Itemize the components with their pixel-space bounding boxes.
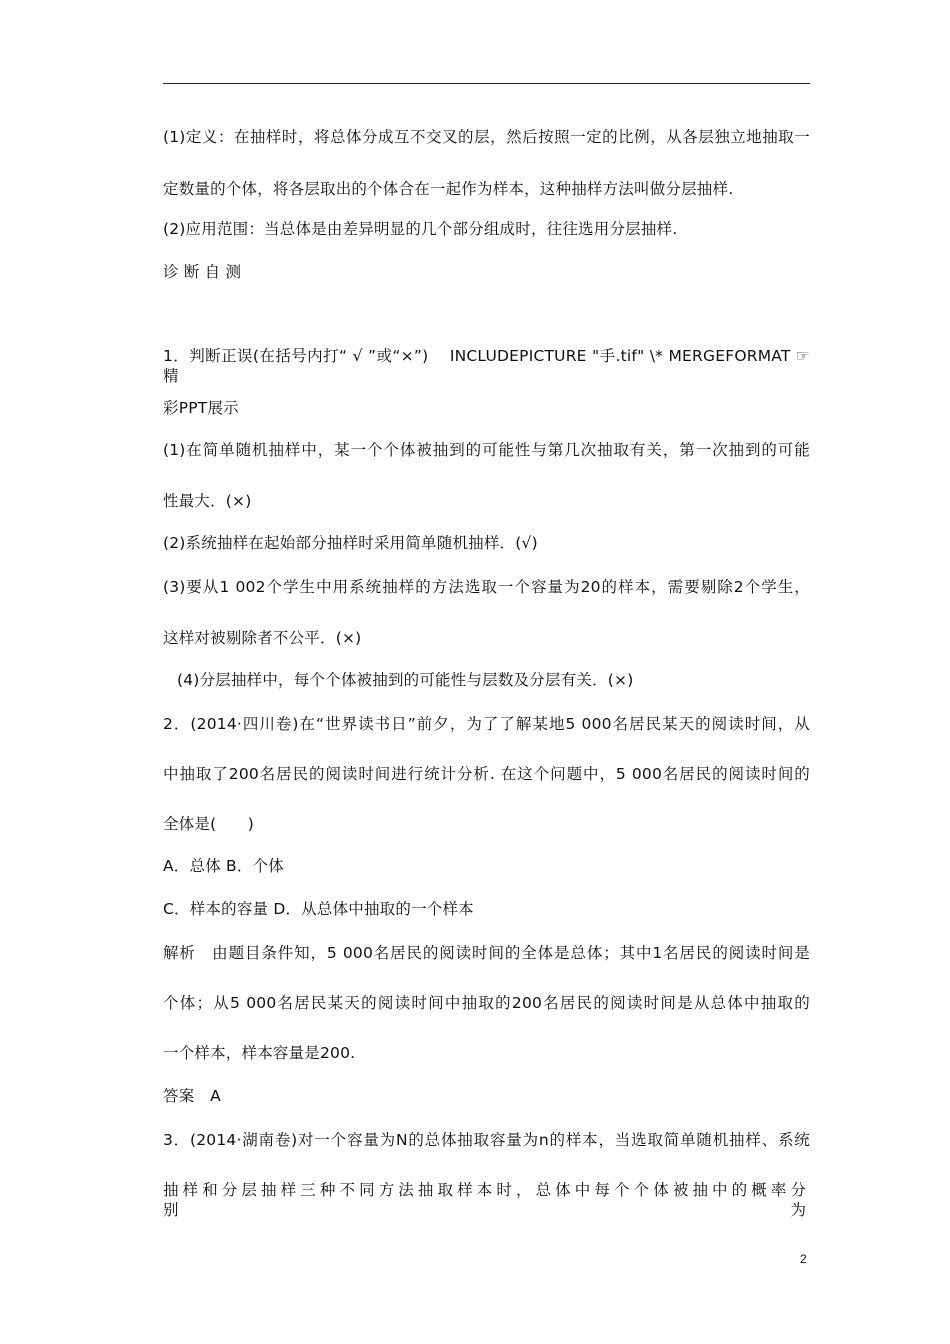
question-3-line-2: 抽样和分层抽样三种不同方法抽取样本时，总体中每个个体被抽中的概率分别为	[163, 1181, 810, 1219]
page-number: 2	[800, 1252, 807, 1266]
question-1-line-2: 彩PPT展示	[163, 399, 239, 417]
analysis-line-2: 个体；从5 000名居民某天的阅读时间中抽取的200名居民的阅读时间是从总体中抽取的	[163, 994, 810, 1012]
item-3-line-2: 这样对被剔除者不公平．(×)	[163, 629, 362, 647]
analysis-line-1: 解析 由题目条件知，5 000名居民的阅读时间的全体是总体；其中1名居民的阅读时间是	[163, 944, 810, 962]
item-3-line-1: (3)要从1 002个学生中用系统抽样的方法选取一个容量为20的样本，需要剔除2个学生，	[163, 578, 810, 596]
item-1-line-1: (1)在简单随机抽样中，某一个个体被抽到的可能性与第几次抽取有关，第一次抽到的可能	[163, 441, 810, 459]
header-rule	[163, 83, 810, 84]
question-2-line-2: 中抽取了200名居民的阅读时间进行统计分析. 在这个问题中，5 000名居民的阅读时间的	[163, 765, 810, 783]
question-2-line-3: 全体是( )	[163, 815, 254, 833]
item-1-line-2: 性最大．(×)	[163, 492, 252, 510]
section-heading: 诊 断 自 测	[163, 263, 242, 281]
item-2-line: (2)系统抽样在起始部分抽样时采用简单随机抽样．(√)	[163, 534, 538, 552]
question-2-line-1: 2．(2014·四川卷)在“世界读书日”前夕，为了了解某地5 000名居民某天的阅读时间，从	[163, 715, 810, 733]
question-1-line-1: 1．判断正误(在括号内打“ √ ”或“×”) INCLUDEPICTURE "手.tif" \* MERGEFORMAT ☞精	[163, 347, 810, 385]
option-c-d: C．样本的容量 D．从总体中抽取的一个样本	[163, 900, 474, 918]
question-3-line-1: 3．(2014·湖南卷)对一个容量为N的总体抽取容量为n的样本，当选取简单随机抽样、系统	[163, 1131, 810, 1149]
answer-line: 答案 A	[163, 1087, 221, 1105]
definition-line-1: (1)定义：在抽样时，将总体分成互不交叉的层，然后按照一定的比例，从各层独立地抽取一	[163, 128, 810, 146]
application-scope-line: (2)应用范围：当总体是由差异明显的几个部分组成时，往往选用分层抽样.	[163, 220, 678, 238]
option-a-b: A．总体 B．个体	[163, 857, 284, 875]
definition-line-2: 定数量的个体，将各层取出的个体合在一起作为样本，这种抽样方法叫做分层抽样.	[163, 180, 734, 198]
analysis-line-3: 一个样本，样本容量是200.	[163, 1044, 356, 1062]
item-4-line: (4)分层抽样中，每个个体被抽到的可能性与层数及分层有关．(×)	[177, 671, 634, 689]
